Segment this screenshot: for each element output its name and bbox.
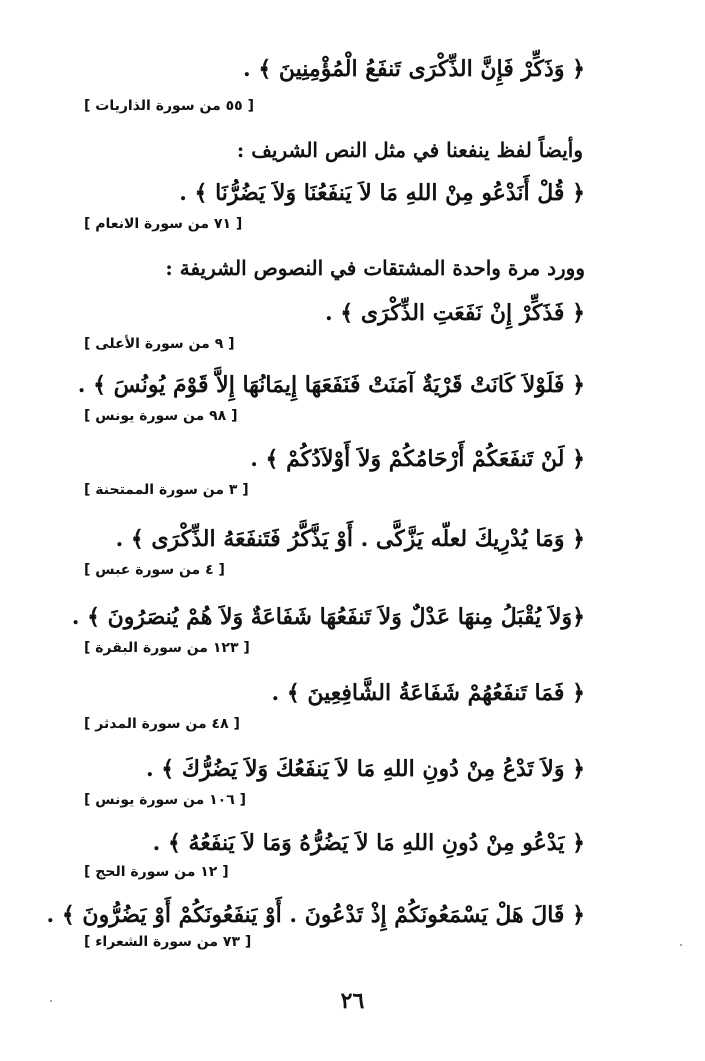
quran-verse-5: ﴿ لَنْ تَنفَعَكُمْ أَرْحَامُكُمْ وَلاَ أَوْلاَدُكُمْ ﴾ . [250,446,585,472]
verse-reference-9: [ ١٠٦ من سورة يونس ] [84,792,247,808]
verse-reference-3: [ ٩ من سورة الأعلى ] [84,336,235,352]
verse-reference-5: [ ٣ من سورة الممتحنة ] [84,482,249,498]
quran-verse-8: ﴿ فَمَا تَنفَعُهُمْ شَفَاعَةُ الشَّافِعِينَ ﴾ . [271,680,585,706]
quran-verse-9: ﴿ وَلاَ تَدْعُ مِنْ دُونِ اللهِ مَا لاَ يَنفَعُكَ وَلاَ يَضُرُّكَ ﴾ . [145,756,585,782]
quran-verse-4: ﴿ فَلَوْلاَ كَانَتْ قَرْيَةٌ آمَنَتْ فَنَفَعَهَا إِيمَانُهَا إِلاَّ قَوْمَ يُونُسَ ﴾ . [77,372,585,398]
quran-verse-2: ﴿ قُلْ أَنَدْعُو مِنْ اللهِ مَا لاَ يَنفَعُنَا وَلاَ يَضُرُّنَا ﴾ . [179,180,585,206]
verse-reference-7: [ ١٢٣ من سورة البقرة ] [84,640,250,656]
quran-verse-10: ﴿ يَدْعُو مِنْ دُونِ اللهِ مَا لاَ يَضُرُّهُ وَمَا لاَ يَنفَعُهُ ﴾ . [152,830,585,856]
body-paragraph-2: وورد مرة واحدة المشتقات في النصوص الشريفة : [165,256,585,280]
verse-reference-2: [ ٧١ من سورة الانعام ] [84,216,243,232]
scan-speck [50,1000,52,1002]
verse-reference-10: [ ١٢ من سورة الحج ] [84,864,229,880]
verse-reference-8: [ ٤٨ من سورة المدثر ] [84,716,240,732]
verse-reference-6: [ ٤ من سورة عبس ] [84,562,225,578]
quran-verse-6: ﴿ وَمَا يُدْرِيكَ لعلّه يَزَّكَّى . أَوْ يَذَّكَّرُ فَتَنفَعَهُ الذِّكْرَى ﴾ . [115,526,585,552]
verse-reference-11: [ ٧٣ من سورة الشعراء ] [84,934,252,950]
page-number: ٢٦ [340,988,365,1014]
body-paragraph-1: وأيضاً لفظ ينفعنا في مثل النص الشريف : [236,138,583,162]
quran-verse-11: ﴿ قَالَ هَلْ يَسْمَعُونَكُمْ إِذْ تَدْعُونَ . أَوْ يَنفَعُونَكُمْ أَوْ يَضُرُّونَ ﴾ . [46,902,585,928]
verse-reference-1: [ ٥٥ من سورة الذاريات ] [84,98,254,114]
scan-speck [680,944,682,946]
quran-verse-3: ﴿ فَذَكِّرْ إِنْ نَفَعَتِ الذِّكْرَى ﴾ . [324,300,585,326]
verse-reference-4: [ ٩٨ من سورة يونس ] [84,408,238,424]
quran-verse-1: ﴿ وَذَكِّرْ فَإِنَّ الذِّكْرَى تَنفَعُ الْمُؤْمِنِينَ ﴾ . [243,56,585,82]
quran-verse-7: ﴿وَلاَ يُقْبَلُ مِنهَا عَدْلٌ وَلاَ تَنفَعُهَا شَفَاعَةٌ وَلاَ هُمْ يُنصَرُونَ ﴾ . [71,604,585,630]
